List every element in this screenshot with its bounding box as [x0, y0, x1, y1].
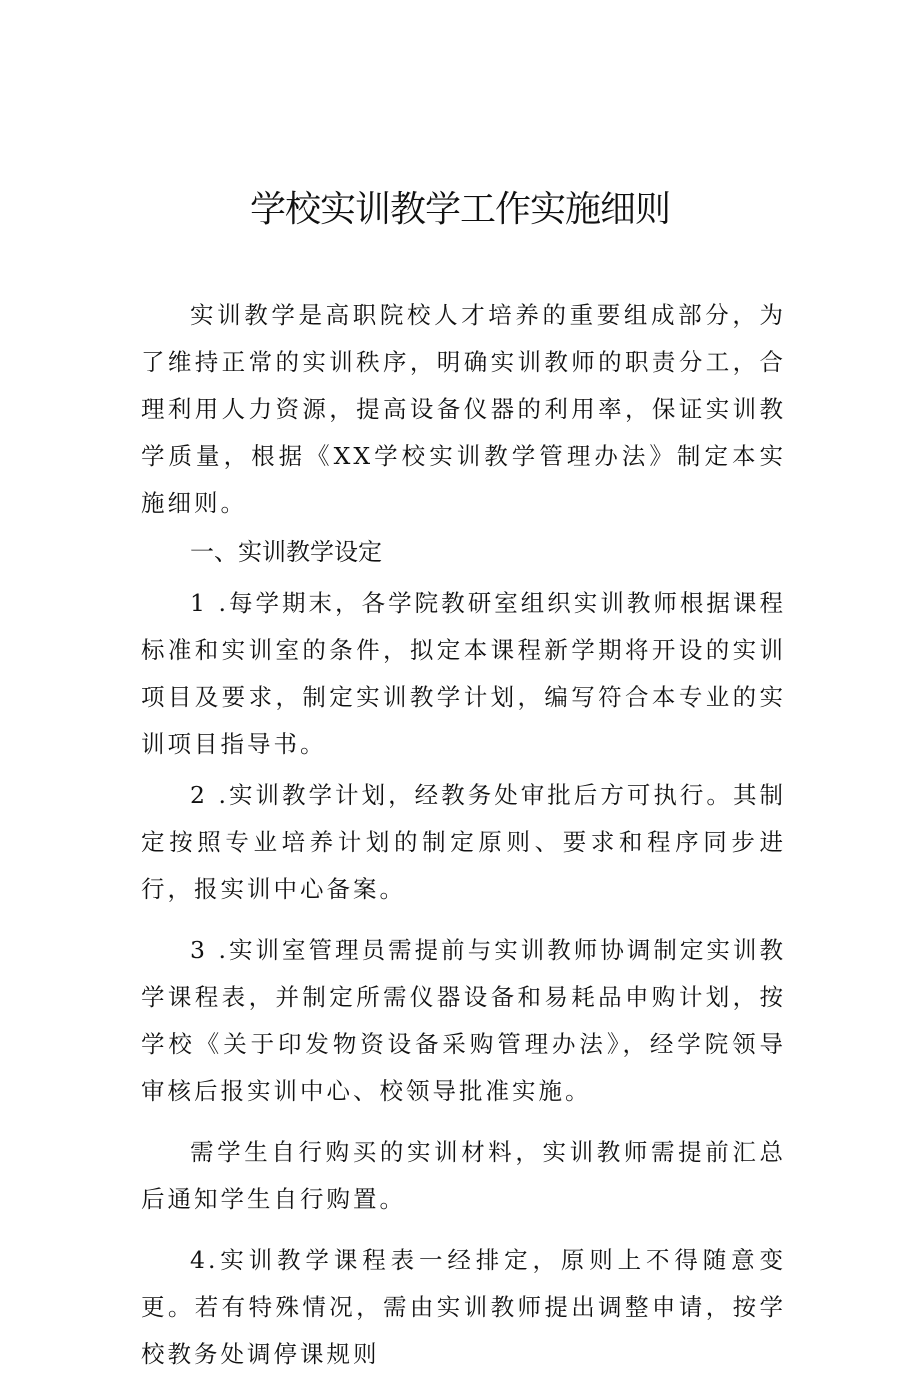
intro-paragraph: 实训教学是高职院校人才培养的重要组成部分，为了维持正常的实训秩序，明确实训教师的职责分工，合理利用人力资源，提高设备仪器的利用率，保证实训教学质量，根据《XX学校实训教学管理办法》制定本实施细则。	[141, 301, 786, 517]
document-body	[141, 292, 786, 1378]
item-3-paragraph: 3 .实训室管理员需提前与实训教师协调制定实训教学课程表，并制定所需仪器设备和易耗品申购计划，按学校《关于印发物资设备采购管理办法》，经学院领导审核后报实训中心、校领导批准实施。	[141, 936, 786, 1105]
item-1-paragraph: 1 .每学期末，各学院教研室组织实训教师根据课程标准和实训室的条件，拟定本课程新学期将开设的实训项目及要求，制定实训教学计划，编写符合本专业的实训项目指导书。	[141, 589, 786, 758]
section-heading: 一、实训教学设定	[190, 538, 382, 566]
document-title: 学校实训教学工作实施细则	[249, 189, 670, 230]
item-2-paragraph: 2 .实训教学计划，经教务处审批后方可执行。其制定按照专业培养计划的制定原则、要求和程序同步进行，报实训中心备案。	[141, 781, 786, 903]
item-3-note-paragraph: 需学生自行购买的实训材料，实训教师需提前汇总后通知学生自行购置。	[141, 1138, 786, 1213]
item-4-paragraph: 4.实训教学课程表一经排定，原则上不得随意变更。若有特殊情况，需由实训教师提出调整申请，按学校教务处调停课规则	[141, 1246, 786, 1368]
